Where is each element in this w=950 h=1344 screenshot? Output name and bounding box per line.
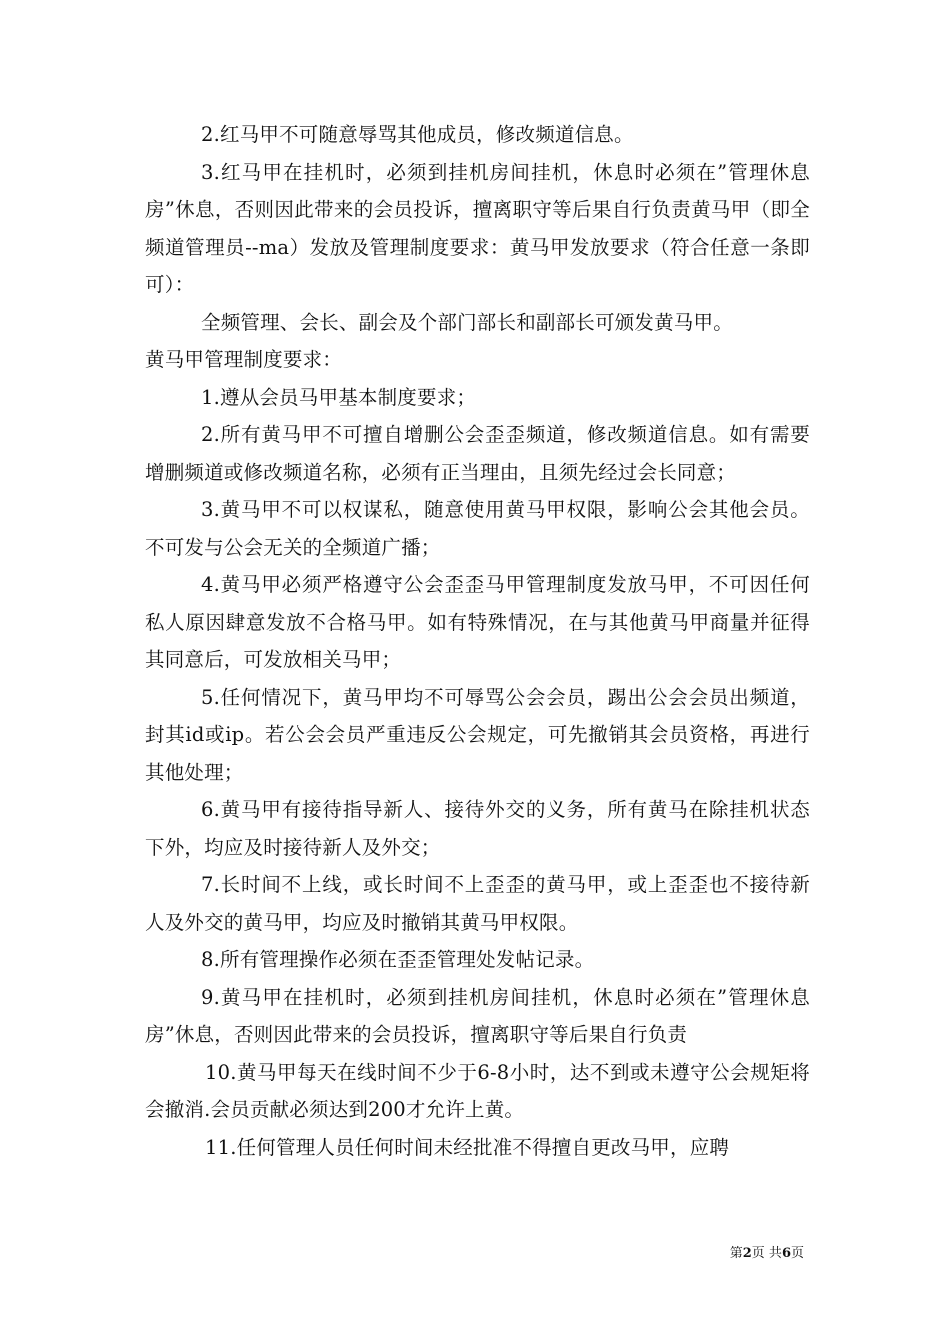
document-body bbox=[145, 116, 810, 1166]
paragraph-8: 4.黄马甲必须严格遵守公会歪歪马甲管理制度发放马甲，不可因任何私人原因肆意发放不合格马甲。如有特殊情况，在与其他黄马甲商量并征得其同意后，可发放相关马甲； bbox=[145, 573, 810, 671]
paragraph-14: 10.黄马甲每天在线时间不少于6-8小时，达不到或未遵守公会规矩将会撤消.会员贡献必须达到200才允许上黄。 bbox=[145, 1060, 810, 1121]
paragraph-1: 2.红马甲不可随意辱骂其他成员，修改频道信息。 bbox=[201, 123, 634, 146]
paragraph-3: 全频管理、会长、副会及个部门部长和副部长可颁发黄马甲。 bbox=[201, 310, 733, 334]
paragraph-13: 9.黄马甲在挂机时，必须到挂机房间挂机，休息时必须在”管理休息房”休息，否则因此带来的会员投诉，擅离职守等后果自行负责 bbox=[145, 985, 810, 1046]
paragraph-9: 5.任何情况下，黄马甲均不可辱骂公会会员，踢出公会会员出频道，封其id或ip。若公会会员严重违反公会规定，可先撤销其会员资格，再进行其他处理； bbox=[145, 685, 810, 784]
paragraph-12: 8.所有管理操作必须在歪歪管理处发帖记录。 bbox=[201, 948, 595, 971]
footer-prefix: 第 bbox=[729, 1246, 743, 1261]
footer-middle: 页 共 bbox=[751, 1246, 782, 1261]
paragraph-7: 3.黄马甲不可以权谋私，随意使用黄马甲权限，影响公会其他会员。不可发与公会无关的全频道广播； bbox=[145, 498, 810, 559]
paragraph-5: 1.遵从会员马甲基本制度要求； bbox=[201, 385, 477, 409]
footer-current-page: 2 bbox=[742, 1246, 752, 1261]
paragraph-10: 6.黄马甲有接待指导新人、接待外交的义务，所有黄马在除挂机状态下外，均应及时接待新人及外交； bbox=[145, 798, 810, 859]
page-number-footer bbox=[730, 1246, 804, 1262]
paragraph-6: 2.所有黄马甲不可擅自增删公会歪歪频道，修改频道信息。如有需要增删频道或修改频道名称，必须有正当理由，且须先经过会长同意； bbox=[145, 423, 810, 484]
footer-total-pages: 6 bbox=[781, 1246, 791, 1261]
paragraph-2: 3.红马甲在挂机时，必须到挂机房间挂机，休息时必须在”管理休息房”休息，否则因此带来的会员投诉，擅离职守等后果自行负责黄马甲（即全频道管理员--ma）发放及管理制度要求：黄马甲发放要求（符合任意一条即可）： bbox=[145, 160, 810, 296]
paragraph-15: 11.任何管理人员任何时间未经批准不得擅自更改马甲，应聘 bbox=[205, 1135, 730, 1159]
footer-suffix: 页 bbox=[790, 1246, 804, 1261]
paragraph-4: 黄马甲管理制度要求： bbox=[145, 348, 343, 371]
paragraph-11: 7.长时间不上线，或长时间不上歪歪的黄马甲，或上歪歪也不接待新人及外交的黄马甲，均应及时撤销其黄马甲权限。 bbox=[145, 873, 810, 934]
